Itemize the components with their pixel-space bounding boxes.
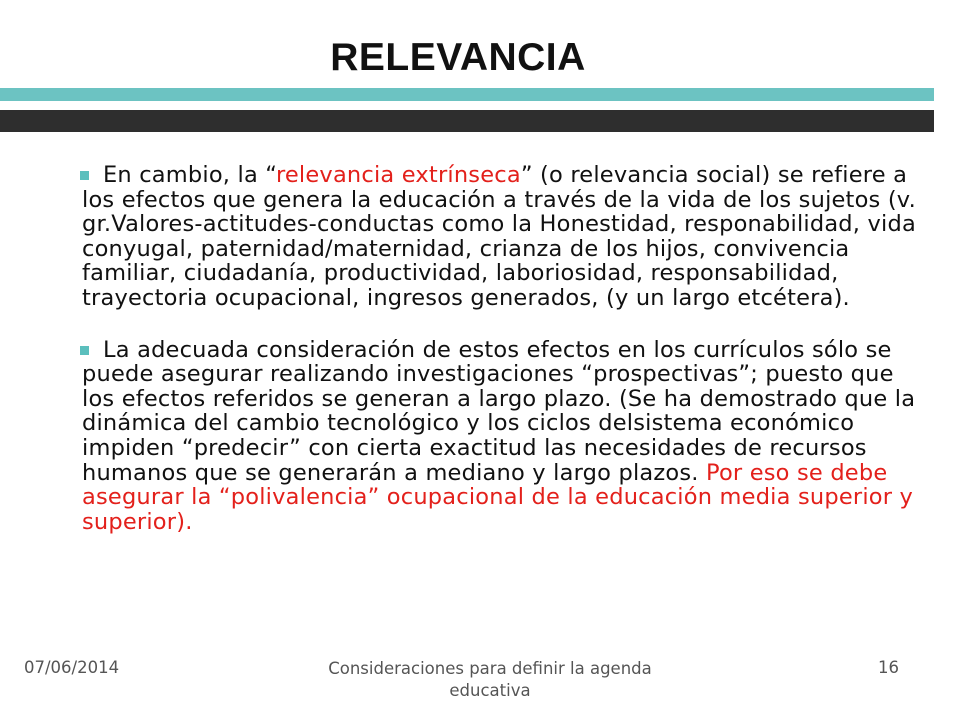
bullet-2-highlight: Por eso se debe asegurar la “polivalencia” ocupacional de la educación media superior y superior). <box>82 459 914 535</box>
footer-date: 07/06/2014 <box>24 658 120 677</box>
bullet-2-text-a: La adecuada consideración de estos efectos en los currículos sólo se puede asegurar realizando investigaciones “prospectivas”; puesto que los efectos referidos se generan a largo plazo. (Se ha demostrado que la dinámica del cambio tecnológico y los ciclos delsistema económico impiden “predecir” con cierta exactitud las necesidades de recursos humanos que se generarán a mediano y largo plazos. <box>82 336 916 486</box>
bullet-item-2 <box>82 338 922 535</box>
slide-body <box>82 163 922 534</box>
bullet-1-text-a: En cambio, la “ <box>103 162 276 188</box>
bullet-item-1 <box>82 163 922 311</box>
dark-divider-bar <box>0 110 934 132</box>
square-bullet-icon <box>80 171 89 180</box>
teal-divider-bar <box>0 88 934 101</box>
slide-title: RELEVANCIA <box>330 36 586 79</box>
footer-title: Consideraciones para definir la agenda educativa <box>328 659 652 700</box>
bullet-1-highlight: relevancia extrínseca <box>275 162 521 188</box>
square-bullet-icon <box>80 346 89 355</box>
bullet-1-text-b: ” (o relevancia social) se refiere a los efectos que genera la educación a través de la vida de los sujetos (v. gr.Valores-actitudes-conductas como la Honestidad, responabilidad, vida conyugal, paternidad/maternidad, crianza de los hijos, convivencia familiar, ciudadanía, productividad, laboriosidad, responsabilidad, trayectoria ocupacional, ingresos generados, (y un largo etcétera). <box>82 162 916 311</box>
page-number: 16 <box>878 658 899 677</box>
